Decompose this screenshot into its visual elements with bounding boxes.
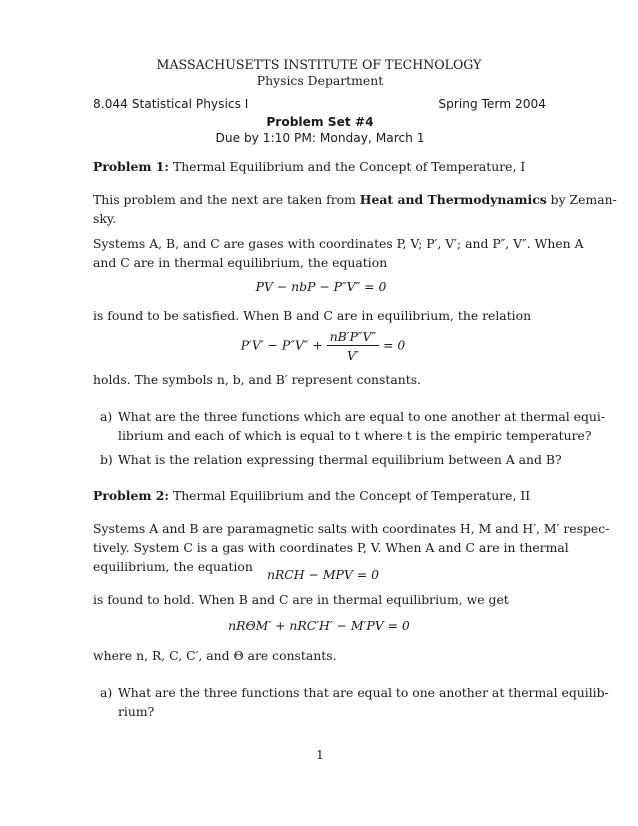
problem-2-label: Problem 2: (93, 488, 169, 503)
problem-2-heading (93, 488, 530, 503)
book-title: Heat and Thermodynamics (359, 192, 547, 207)
fraction-denominator: V′ (347, 348, 359, 363)
constants-text: holds. The symbols n, b, and B′ represent constants. (93, 372, 422, 387)
problem-1-intro (93, 190, 617, 228)
course-name: 8.044 Statistical Physics I (93, 97, 249, 111)
department-name: Physics Department (256, 73, 384, 88)
problem-1-title: Thermal Equilibrium and the Concept of Temperature, I (172, 159, 526, 174)
item-line-1: What are the three functions that are equal to one another at thermal equilib- (118, 685, 609, 700)
p2-constants-text: where n, R, C, C′, and Θ are constants. (93, 648, 337, 663)
p2-after-eq1-text: is found to hold. When B and C are in thermal equilibrium, we get (93, 592, 509, 607)
item-label: a) (100, 409, 113, 424)
item-label: b) (100, 452, 113, 467)
problem-2-title: Thermal Equilibrium and the Concept of Temperature, II (172, 488, 531, 503)
item-line-2: librium and each of which is equal to t where t is the empiric temperature? (118, 428, 592, 443)
after-eq1-text: is found to be satisfied. When B and C are in equilibrium, the relation (93, 308, 532, 323)
term-name: Spring Term 2004 (438, 97, 546, 111)
p2-line-1: Systems A and B are paramagnetic salts with coordinates H, M and H′, M′ respec- (93, 521, 610, 536)
p2-equation-2: nRΘM′ + nRC′H′ − M′PV = 0 (228, 618, 410, 633)
problem-1-heading (93, 159, 525, 174)
p2-line-2: tively. System C is a gas with coordinates P, V. When A and C are in thermal (93, 540, 569, 555)
item-line-1: What is the relation expressing thermal equilibrium between A and B? (118, 452, 562, 467)
problem-1-constants (93, 370, 546, 389)
problem-2-after-eq1 (93, 590, 546, 609)
intro-text-c: sky. (93, 211, 117, 226)
equation-2 (4, 329, 638, 363)
equation-2-left: P′V′ − P″V″ + (240, 337, 327, 353)
page-number: 1 (316, 747, 324, 762)
due-date: Due by 1:10 PM: Monday, March 1 (215, 131, 425, 145)
p2-line-3: equilibrium, the equation (93, 559, 253, 574)
item-line-1: What are the three functions which are equal to one another at thermal equi- (118, 409, 606, 424)
item-label: a) (100, 685, 113, 700)
item-line-2: rium? (118, 704, 155, 719)
equation-1: PV − nbP − P″V″ = 0 (255, 279, 387, 294)
fraction-numerator: nB′P″V″ (327, 329, 379, 346)
equation-2-fraction (327, 329, 379, 363)
systems-line-1: Systems A, B, and C are gases with coordinates P, V; P′, V′; and P″, V″. When A (93, 236, 584, 251)
problem-1-label: Problem 1: (93, 159, 169, 174)
problem-set-title: Problem Set #4 (266, 115, 374, 129)
equation-2-right: = 0 (379, 337, 406, 353)
systems-line-2: and C are in thermal equilibrium, the equation (93, 255, 388, 270)
problem-1-after-eq1 (93, 306, 546, 325)
p2-equation-1: nRCH − MPV = 0 (267, 567, 379, 582)
problem-2-constants (93, 646, 546, 665)
institute-title: MASSACHUSETTS INSTITUTE OF TECHNOLOGY (156, 57, 482, 72)
intro-text-b: by Zeman- (546, 192, 617, 207)
problem-1-systems (93, 234, 584, 272)
intro-text-a: This problem and the next are taken from (93, 192, 360, 207)
